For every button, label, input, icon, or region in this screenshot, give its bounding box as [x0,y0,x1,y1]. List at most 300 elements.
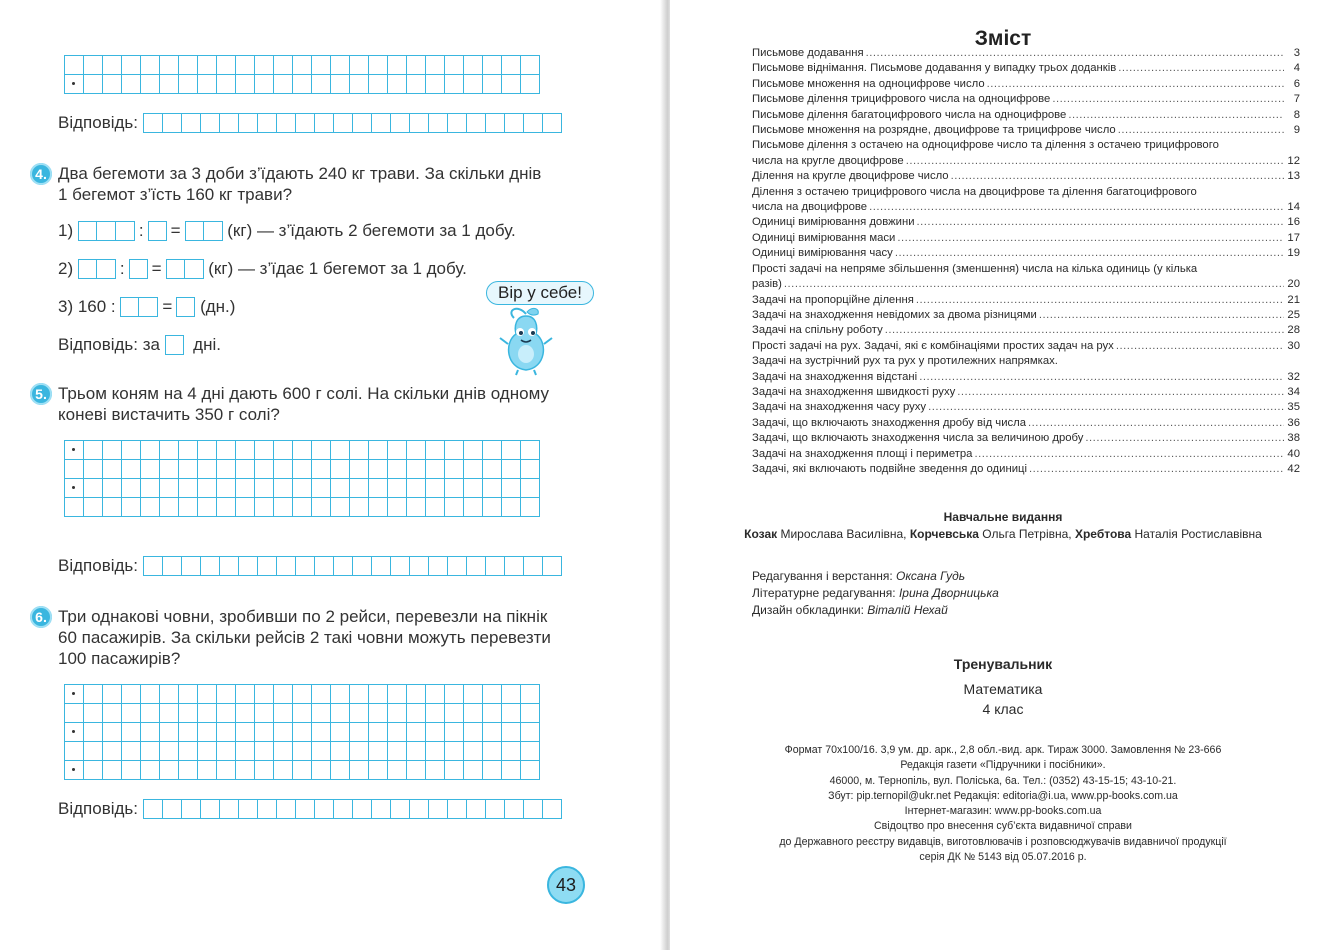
grid-cell[interactable] [217,742,236,761]
input-boxes[interactable] [176,297,195,317]
toc-entry[interactable] [752,77,1300,92]
grid-cell[interactable] [312,704,331,723]
grid-cell[interactable] [426,704,445,723]
answer-cell[interactable] [334,114,353,133]
grid-cell[interactable] [65,75,84,94]
answer-cell[interactable] [353,114,372,133]
grid-cell[interactable] [312,723,331,742]
grid-cell[interactable] [103,441,122,460]
grid-cell[interactable] [198,460,217,479]
grid-cell[interactable] [350,75,369,94]
grid-cell[interactable] [65,460,84,479]
grid-cell[interactable] [388,460,407,479]
input-boxes[interactable] [165,335,184,355]
grid-cell[interactable] [160,723,179,742]
grid-cell[interactable] [502,75,521,94]
grid-cell[interactable] [217,75,236,94]
grid-cell[interactable] [426,56,445,75]
grid-cell[interactable] [217,704,236,723]
grid-cell[interactable] [160,685,179,704]
answer-cell[interactable] [258,800,277,819]
grid-cell[interactable] [274,498,293,517]
grid-cell[interactable] [483,742,502,761]
grid-cell[interactable] [217,460,236,479]
grid-cell[interactable] [293,704,312,723]
grid-cell[interactable] [407,479,426,498]
grid-cell[interactable] [445,75,464,94]
grid-cell[interactable] [331,441,350,460]
grid-cell[interactable] [141,75,160,94]
grid-cell[interactable] [407,742,426,761]
grid-cell[interactable] [388,479,407,498]
grid-cell[interactable] [331,761,350,780]
grid-cell[interactable] [255,498,274,517]
answer-cell[interactable] [448,114,467,133]
grid-cell[interactable] [122,479,141,498]
grid-cell[interactable] [179,441,198,460]
toc-entry[interactable] [752,246,1300,261]
answer-cell[interactable] [239,557,258,576]
answer-cell[interactable] [410,800,429,819]
grid-cell[interactable] [65,441,84,460]
grid-cell[interactable] [84,479,103,498]
work-grid-task6[interactable] [64,684,540,780]
answer-boxes[interactable] [143,556,562,576]
grid-cell[interactable] [103,498,122,517]
grid-cell[interactable] [521,498,540,517]
answer-cell[interactable] [220,800,239,819]
grid-cell[interactable] [312,460,331,479]
grid-cell[interactable] [274,761,293,780]
grid-cell[interactable] [331,742,350,761]
grid-cell[interactable] [388,441,407,460]
grid-cell[interactable] [388,742,407,761]
grid-cell[interactable] [217,723,236,742]
answer-cell[interactable] [182,800,201,819]
answer-cell[interactable] [524,114,543,133]
grid-cell[interactable] [483,761,502,780]
grid-cell[interactable] [312,75,331,94]
grid-cell[interactable] [84,742,103,761]
answer-cell[interactable] [372,800,391,819]
grid-cell[interactable] [388,685,407,704]
grid-cell[interactable] [179,56,198,75]
grid-cell[interactable] [103,75,122,94]
toc-entry[interactable] [752,215,1300,230]
grid-cell[interactable] [255,460,274,479]
grid-cell[interactable] [179,685,198,704]
toc-entry[interactable] [752,169,1300,184]
grid-cell[interactable] [464,723,483,742]
grid-cell[interactable] [445,742,464,761]
grid-cell[interactable] [255,685,274,704]
grid-cell[interactable] [255,742,274,761]
input-boxes[interactable] [78,221,135,241]
grid-cell[interactable] [483,56,502,75]
grid-cell[interactable] [141,742,160,761]
grid-cell[interactable] [217,56,236,75]
grid-cell[interactable] [331,479,350,498]
grid-cell[interactable] [369,498,388,517]
grid-cell[interactable] [464,460,483,479]
grid-cell[interactable] [369,56,388,75]
grid-cell[interactable] [312,56,331,75]
grid-cell[interactable] [369,75,388,94]
answer-cell[interactable] [486,557,505,576]
grid-cell[interactable] [274,479,293,498]
grid-cell[interactable] [312,761,331,780]
grid-cell[interactable] [160,498,179,517]
answer-cell[interactable] [277,114,296,133]
answer-cell[interactable] [334,557,353,576]
work-grid-top[interactable] [64,55,540,94]
grid-cell[interactable] [426,498,445,517]
grid-cell[interactable] [274,742,293,761]
answer-cell[interactable] [353,800,372,819]
toc-entry[interactable] [752,385,1300,400]
grid-cell[interactable] [179,723,198,742]
answer-cell[interactable] [201,800,220,819]
answer-cell[interactable] [334,800,353,819]
grid-cell[interactable] [350,441,369,460]
answer-cell[interactable] [391,557,410,576]
answer-cell[interactable] [239,114,258,133]
grid-cell[interactable] [65,56,84,75]
grid-cell[interactable] [293,498,312,517]
grid-cell[interactable] [293,723,312,742]
grid-cell[interactable] [331,685,350,704]
answer-cell[interactable] [524,800,543,819]
grid-cell[interactable] [331,704,350,723]
grid-cell[interactable] [407,685,426,704]
answer-boxes[interactable] [143,799,562,819]
answer-cell[interactable] [220,114,239,133]
grid-cell[interactable] [464,479,483,498]
toc-entry[interactable] [752,323,1300,338]
grid-cell[interactable] [464,56,483,75]
grid-cell[interactable] [521,742,540,761]
grid-cell[interactable] [160,742,179,761]
answer-cell[interactable] [258,557,277,576]
grid-cell[interactable] [369,479,388,498]
toc-entry[interactable] [752,354,1300,369]
grid-cell[interactable] [483,479,502,498]
answer-cell[interactable] [296,800,315,819]
grid-cell[interactable] [274,441,293,460]
toc-entry[interactable] [752,447,1300,462]
grid-cell[interactable] [84,498,103,517]
grid-cell[interactable] [198,685,217,704]
grid-cell[interactable] [445,498,464,517]
grid-cell[interactable] [369,704,388,723]
grid-cell[interactable] [65,723,84,742]
grid-cell[interactable] [426,479,445,498]
grid-cell[interactable] [103,723,122,742]
answer-cell[interactable] [144,800,163,819]
grid-cell[interactable] [255,723,274,742]
grid-cell[interactable] [445,704,464,723]
toc-entry[interactable] [752,46,1300,61]
grid-cell[interactable] [388,761,407,780]
answer-cell[interactable] [410,557,429,576]
answer-cell[interactable] [467,800,486,819]
grid-cell[interactable] [464,761,483,780]
answer-cell[interactable] [163,114,182,133]
grid-cell[interactable] [445,460,464,479]
grid-cell[interactable] [179,75,198,94]
answer-cell[interactable] [391,114,410,133]
grid-cell[interactable] [502,761,521,780]
grid-cell[interactable] [274,460,293,479]
grid-cell[interactable] [426,761,445,780]
grid-cell[interactable] [141,479,160,498]
grid-cell[interactable] [502,742,521,761]
toc-entry[interactable] [752,416,1300,431]
toc-entry[interactable] [752,400,1300,415]
grid-cell[interactable] [407,704,426,723]
grid-cell[interactable] [350,761,369,780]
grid-cell[interactable] [103,742,122,761]
grid-cell[interactable] [122,441,141,460]
answer-cell[interactable] [315,800,334,819]
answer-cell[interactable] [486,800,505,819]
grid-cell[interactable] [369,742,388,761]
grid-cell[interactable] [293,761,312,780]
answer-cell[interactable] [353,557,372,576]
grid-cell[interactable] [293,460,312,479]
grid-cell[interactable] [350,723,369,742]
toc-entry[interactable] [752,92,1300,107]
input-boxes[interactable] [185,221,223,241]
answer-cell[interactable] [410,114,429,133]
answer-cell[interactable] [505,557,524,576]
answer-cell[interactable] [315,557,334,576]
answer-cell[interactable] [144,557,163,576]
grid-cell[interactable] [445,761,464,780]
grid-cell[interactable] [464,498,483,517]
grid-cell[interactable] [141,761,160,780]
grid-cell[interactable] [350,460,369,479]
grid-cell[interactable] [255,704,274,723]
grid-cell[interactable] [388,704,407,723]
grid-cell[interactable] [464,441,483,460]
toc-entry[interactable] [752,61,1300,76]
toc-entry[interactable] [752,277,1300,292]
answer-cell[interactable] [391,800,410,819]
grid-cell[interactable] [350,685,369,704]
grid-cell[interactable] [198,704,217,723]
grid-cell[interactable] [103,761,122,780]
grid-cell[interactable] [407,75,426,94]
grid-cell[interactable] [407,460,426,479]
grid-cell[interactable] [369,723,388,742]
grid-cell[interactable] [236,742,255,761]
grid-cell[interactable] [160,56,179,75]
grid-cell[interactable] [350,479,369,498]
grid-cell[interactable] [84,460,103,479]
grid-cell[interactable] [274,56,293,75]
grid-cell[interactable] [236,498,255,517]
grid-cell[interactable] [122,761,141,780]
grid-cell[interactable] [426,460,445,479]
grid-cell[interactable] [445,56,464,75]
input-boxes[interactable] [166,259,204,279]
grid-cell[interactable] [236,685,255,704]
answer-cell[interactable] [543,800,562,819]
grid-cell[interactable] [293,479,312,498]
toc-entry[interactable] [752,293,1300,308]
answer-cell[interactable] [543,114,562,133]
grid-cell[interactable] [369,460,388,479]
grid-cell[interactable] [274,704,293,723]
grid-cell[interactable] [502,479,521,498]
answer-cell[interactable] [258,114,277,133]
answer-cell[interactable] [505,114,524,133]
grid-cell[interactable] [388,56,407,75]
grid-cell[interactable] [521,761,540,780]
grid-cell[interactable] [502,56,521,75]
grid-cell[interactable] [350,742,369,761]
toc-entry[interactable] [752,123,1300,138]
toc-entry[interactable] [752,154,1300,169]
grid-cell[interactable] [236,460,255,479]
grid-cell[interactable] [312,742,331,761]
grid-cell[interactable] [407,761,426,780]
grid-cell[interactable] [293,685,312,704]
toc-entry[interactable] [752,185,1300,200]
grid-cell[interactable] [84,761,103,780]
grid-cell[interactable] [217,441,236,460]
answer-cell[interactable] [467,557,486,576]
answer-cell[interactable] [467,114,486,133]
grid-cell[interactable] [293,742,312,761]
grid-cell[interactable] [141,498,160,517]
grid-cell[interactable] [198,56,217,75]
grid-cell[interactable] [331,56,350,75]
grid-cell[interactable] [483,685,502,704]
grid-cell[interactable] [407,723,426,742]
grid-cell[interactable] [103,56,122,75]
input-boxes[interactable] [120,297,158,317]
grid-cell[interactable] [274,723,293,742]
grid-cell[interactable] [331,498,350,517]
toc-entry[interactable] [752,138,1300,153]
grid-cell[interactable] [274,75,293,94]
grid-cell[interactable] [464,75,483,94]
grid-cell[interactable] [502,704,521,723]
grid-cell[interactable] [312,479,331,498]
grid-cell[interactable] [217,761,236,780]
grid-cell[interactable] [502,723,521,742]
answer-cell[interactable] [182,114,201,133]
grid-cell[interactable] [293,56,312,75]
grid-cell[interactable] [369,761,388,780]
grid-cell[interactable] [445,441,464,460]
grid-cell[interactable] [217,685,236,704]
grid-cell[interactable] [502,441,521,460]
grid-cell[interactable] [255,75,274,94]
grid-cell[interactable] [426,742,445,761]
grid-cell[interactable] [179,460,198,479]
grid-cell[interactable] [179,704,198,723]
grid-cell[interactable] [407,56,426,75]
answer-cell[interactable] [201,114,220,133]
grid-cell[interactable] [331,460,350,479]
grid-cell[interactable] [198,498,217,517]
toc-entry[interactable] [752,370,1300,385]
grid-cell[interactable] [426,685,445,704]
grid-cell[interactable] [236,56,255,75]
answer-cell[interactable] [296,114,315,133]
grid-cell[interactable] [141,723,160,742]
grid-cell[interactable] [350,498,369,517]
grid-cell[interactable] [521,704,540,723]
answer-cell[interactable] [429,114,448,133]
grid-cell[interactable] [483,723,502,742]
toc-entry[interactable] [752,231,1300,246]
grid-cell[interactable] [255,479,274,498]
toc-entry[interactable] [752,431,1300,446]
grid-cell[interactable] [122,685,141,704]
grid-cell[interactable] [160,761,179,780]
grid-cell[interactable] [160,479,179,498]
work-grid-task5[interactable] [64,440,540,517]
grid-cell[interactable] [426,441,445,460]
grid-cell[interactable] [464,704,483,723]
grid-cell[interactable] [483,460,502,479]
grid-cell[interactable] [198,75,217,94]
grid-cell[interactable] [122,75,141,94]
grid-cell[interactable] [65,742,84,761]
grid-cell[interactable] [65,685,84,704]
grid-cell[interactable] [293,75,312,94]
grid-cell[interactable] [179,498,198,517]
grid-cell[interactable] [312,685,331,704]
grid-cell[interactable] [198,742,217,761]
answer-cell[interactable] [144,114,163,133]
grid-cell[interactable] [122,56,141,75]
answer-cell[interactable] [163,800,182,819]
toc-entry[interactable] [752,200,1300,215]
answer-cell[interactable] [296,557,315,576]
grid-cell[interactable] [141,460,160,479]
grid-cell[interactable] [217,498,236,517]
grid-cell[interactable] [426,723,445,742]
grid-cell[interactable] [464,742,483,761]
grid-cell[interactable] [179,479,198,498]
answer-cell[interactable] [372,114,391,133]
grid-cell[interactable] [198,761,217,780]
grid-cell[interactable] [483,441,502,460]
grid-cell[interactable] [521,479,540,498]
grid-cell[interactable] [502,460,521,479]
answer-cell[interactable] [277,557,296,576]
answer-cell[interactable] [372,557,391,576]
grid-cell[interactable] [103,479,122,498]
grid-cell[interactable] [236,479,255,498]
grid-cell[interactable] [312,498,331,517]
grid-cell[interactable] [160,704,179,723]
grid-cell[interactable] [179,761,198,780]
answer-cell[interactable] [182,557,201,576]
grid-cell[interactable] [65,704,84,723]
grid-cell[interactable] [103,704,122,723]
grid-cell[interactable] [521,685,540,704]
grid-cell[interactable] [350,56,369,75]
grid-cell[interactable] [65,761,84,780]
grid-cell[interactable] [483,498,502,517]
grid-cell[interactable] [369,685,388,704]
